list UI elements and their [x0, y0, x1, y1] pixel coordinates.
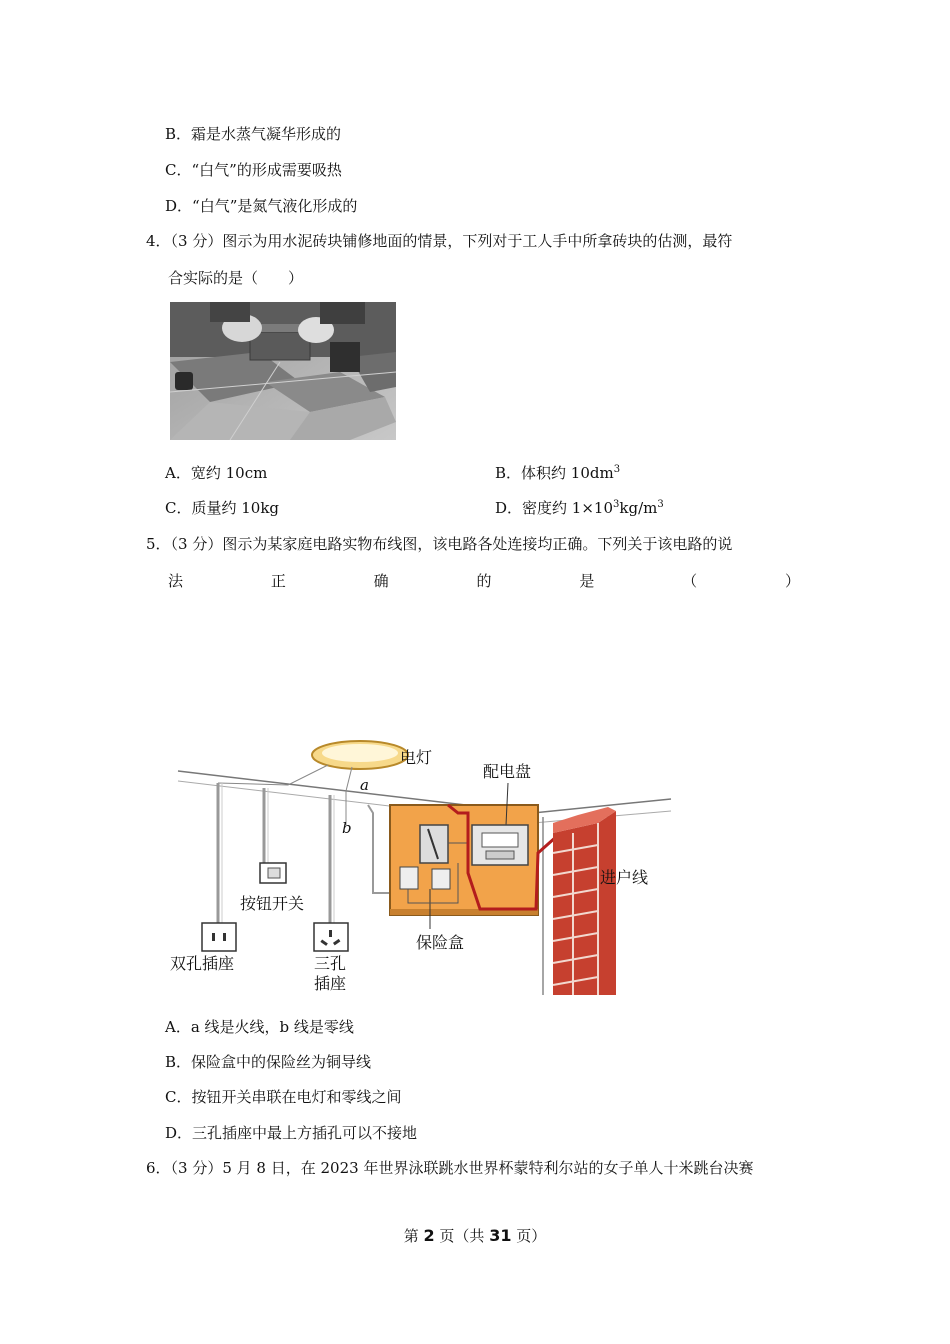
q5-option-a: A．a 线是火线，b 线是零线 — [165, 1018, 354, 1036]
q5-stem-char: 是 — [579, 572, 595, 590]
q4-option-d-unit-exponent: 3 — [657, 499, 664, 510]
wire-b-label: b — [342, 819, 352, 837]
q5-stem-char: 正 — [270, 572, 286, 590]
page-footer — [0, 1226, 950, 1246]
lamp-label: 电灯 — [400, 748, 433, 767]
incoming-line-label: 进户线 — [600, 868, 649, 887]
footer-middle: 页（共 — [434, 1227, 490, 1245]
brick-wall — [553, 807, 616, 995]
three-hole-socket-label-line1: 三孔 — [314, 954, 347, 973]
q5-stem-line2 — [168, 571, 800, 591]
q6-stem-line1: 6．（3 分）5 月 8 日，在 2023 年世界泳联跳水世界杯蒙特利尔站的女子单人十米跳台决赛 — [146, 1159, 754, 1177]
q5-option-c: C．按钮开关串联在电灯和零线之间 — [165, 1088, 402, 1106]
q5-stem-char: （ — [682, 572, 698, 590]
footer-page-number: 2 — [423, 1226, 435, 1245]
button-switch-label: 按钮开关 — [240, 894, 305, 913]
q4-stem-line1: 4．（3 分）图示为用水泥砖块铺修地面的情景，下列对于工人手中所拿砖块的估测，最符 — [146, 232, 733, 250]
q4-option-d-exponent: 3 — [613, 499, 620, 510]
q3-option-b: B．霜是水蒸气凝华形成的 — [165, 125, 342, 143]
q3-option-d: D．“白气”是氮气液化形成的 — [165, 197, 358, 215]
q5-option-d: D．三孔插座中最上方插孔可以不接地 — [165, 1124, 418, 1142]
q4-option-a: A．宽约 10cm — [165, 464, 268, 482]
distribution-panel-label: 配电盘 — [483, 762, 532, 781]
q5-stem-char: 法 — [168, 572, 184, 590]
q4-option-b-text: B．体积约 10dm — [495, 464, 614, 482]
q3-option-c: C．“白气”的形成需要吸热 — [165, 161, 342, 179]
q5-stem-char: ） — [784, 572, 800, 590]
three-hole-socket-label-line2: 插座 — [314, 974, 347, 993]
footer-suffix: 页） — [511, 1227, 547, 1245]
q4-option-b-exponent: 3 — [613, 464, 621, 475]
q5-option-b: B．保险盒中的保险丝为铜导线 — [165, 1053, 372, 1071]
footer-total-pages: 31 — [489, 1226, 512, 1245]
q4-stem-line2: 合实际的是（ ） — [168, 269, 304, 287]
q4-option-d-unit: kg/m — [619, 499, 658, 517]
two-hole-socket-label: 双孔插座 — [170, 954, 235, 973]
q4-option-c: C．质量约 10kg — [165, 499, 280, 517]
q4-option-d — [495, 498, 664, 518]
brick-laying-photo — [170, 302, 396, 440]
household-circuit-diagram — [168, 733, 674, 1003]
q5-stem-line1: 5．（3 分）图示为某家庭电路实物布线图，该电路各处连接均正确。下列关于该电路的说 — [146, 535, 733, 553]
q4-option-d-text: D．密度约 1×10 — [495, 499, 613, 517]
q5-stem-char: 的 — [476, 572, 492, 590]
q4-option-b — [495, 463, 620, 483]
q5-stem-char: 确 — [373, 572, 389, 590]
footer-prefix: 第 — [403, 1227, 424, 1245]
fuse-box-label: 保险盒 — [416, 933, 465, 952]
wire-a-label: a — [360, 776, 369, 794]
